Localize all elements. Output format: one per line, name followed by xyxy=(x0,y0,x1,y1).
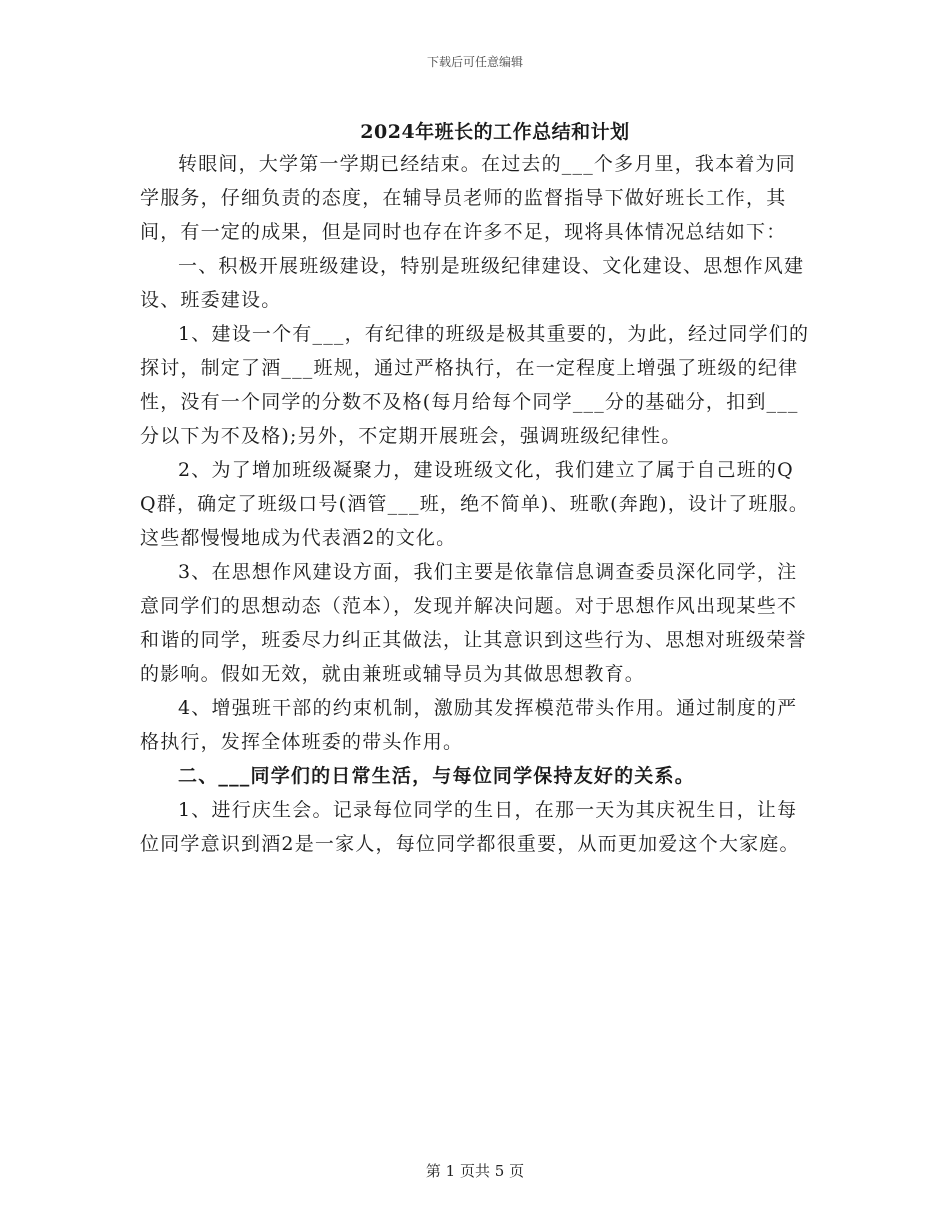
paragraph-item-4: 4、增强班干部的约束机制，激励其发挥模范带头作用。通过制度的严格执行，发挥全体班委的带头作用。 xyxy=(140,697,798,753)
page-footer-number: 第 1 页共 5 页 xyxy=(425,1162,525,1180)
paragraph-item-1: 1、建设一个有___，有纪律的班级是极其重要的，为此，经过同学们的探讨，制定了酒___班规，通过严格执行，在一定程度上增强了班级的纪律性，没有一个同学的分数不及格(每月给每个同学___分的基础分，扣到___分以下为不及格);另外，不定期开展班会，强调班级纪律性。 xyxy=(140,323,810,447)
paragraph-item-2: 2、为了增加班级凝聚力，建设班级文化，我们建立了属于自己班的QQ群，确定了班级口号(酒管___班，绝不简单)、班歌(奔跑)，设计了班服。这些都慢慢地成为代表酒2的文化。 xyxy=(140,459,810,549)
paragraph-section-2-item-1: 1、进行庆生会。记录每位同学的生日，在那一天为其庆祝生日，让每位同学意识到酒2是一家人，每位同学都很重要，从而更加爱这个大家庭。 xyxy=(140,799,800,855)
paragraph-intro: 转眼间，大学第一学期已经结束。在过去的___个多月里，我本着为同学服务，仔细负责的态度，在辅导员老师的监督指导下做好班长工作，其间，有一定的成果，但是同时也存在许多不足，现将具体情况总结如下： xyxy=(140,153,796,243)
page-header-note: 下载后可任意编辑 xyxy=(426,55,523,69)
document-body xyxy=(140,147,810,861)
paragraph-item-3: 3、在思想作风建设方面，我们主要是依靠信息调查委员深化同学，注意同学们的思想动态（范本），发现并解决问题。对于思想作风出现某些不和谐的同学，班委尽力纠正其做法，让其意识到这些行为、思想对班级荣誉的影响。假如无效，就由兼班或辅导员为其做思想教育。 xyxy=(140,561,807,685)
paragraph-section-1-heading: 一、积极开展班级建设，特别是班级纪律建设、文化建设、思想作风建设、班委建设。 xyxy=(140,255,805,311)
paragraph-section-2-heading: 二、___同学们的日常生活，与每位同学保持友好的关系。 xyxy=(178,765,695,787)
document-title: 2024年班长的工作总结和计划 xyxy=(360,121,630,143)
